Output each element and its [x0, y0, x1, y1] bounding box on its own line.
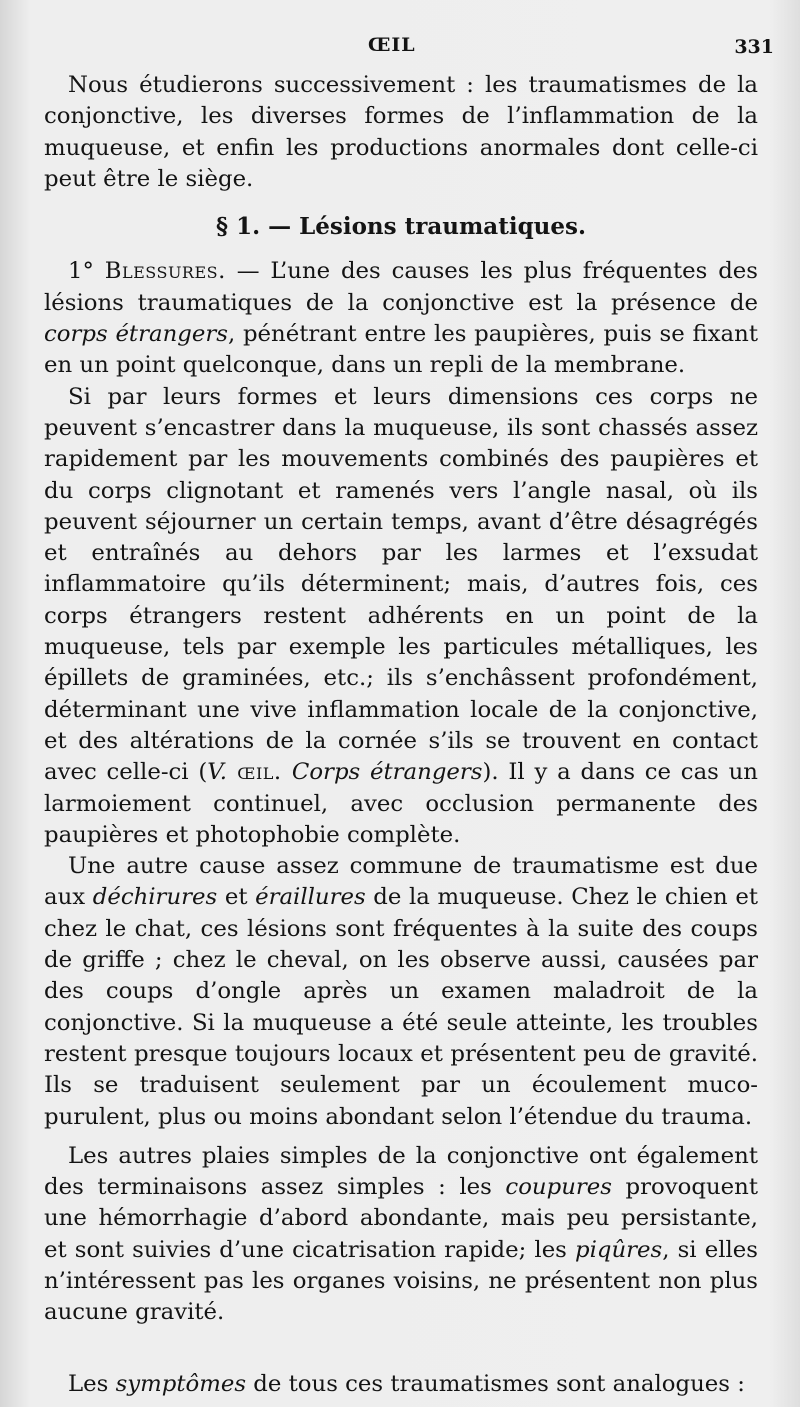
para3-text-1: Une autre cause assez commune de traumatisme est due aux	[44, 853, 758, 911]
para5-text-1: Les	[68, 1370, 116, 1397]
para2-ref-corps: Corps étrangers	[291, 759, 483, 786]
para2-ref-oeil: œil.	[226, 759, 292, 786]
para4-italic-1: coupures	[505, 1174, 612, 1201]
blessures-paragraph	[44, 256, 758, 381]
para4-italic-2: piqûres	[575, 1236, 663, 1263]
para3-italic-2: éraillures	[255, 884, 366, 911]
para5-italic-1: symptômes	[115, 1370, 247, 1397]
para3-italic-1: déchirures	[92, 884, 218, 911]
para2-ref-v: V.	[207, 759, 227, 786]
para3-text-2: et	[217, 884, 256, 911]
paragraph-2	[44, 382, 758, 851]
intro-paragraph: Nous étudierons successivement : les traumatismes de la conjonctive, les diverses formes de l’inflammation de la muqueuse, et enfin les productions anormales dont celle-ci peut être le siège.	[44, 72, 758, 192]
running-head: ŒIL	[368, 34, 416, 56]
page-header	[0, 30, 800, 60]
item-number: 1°	[68, 258, 94, 285]
para4-text-3: , si elles n’intéressent pas les organes voisins, ne présentent non plus aucune gravité.	[44, 1236, 758, 1326]
para2-text-1: Si par leurs formes et leurs dimensions ces corps ne peuvent s’encastrer dans la muqueuse, ils sont chassés assez rapidement par les mouvements combinés des paupières et du corps clignotant et ramenés vers l’angle nasal, où ils peuvent séjourner un certain temps, avant d’être désagrégés et entraînés au dehors par les larmes et l’exsudat inflammatoire qu’ils déterminent; mais, d’autres fois, ces corps étrangers restent adhérents en un point de la muqueuse, tels par exemple les particules métalliques, les épillets de graminées, etc.; ils s’enchâssent profondément, déterminant une vive inflammation locale de la conjonctive, et des altérations de la cornée s’ils se trouvent en contact avec celle-ci (	[44, 383, 758, 786]
blessures-text-2: , pénétrant entre les paupières, puis se fixant en un point quelconque, dans un repli de la membrane.	[44, 321, 758, 379]
paragraph-5	[44, 1369, 758, 1400]
blessures-text-1: — L’une des causes les plus fréquentes des lésions traumatiques de la conjonctive est la présence de	[44, 258, 758, 316]
body-text	[44, 70, 758, 1400]
blessures-heading: Blessures.	[104, 258, 226, 285]
section-title: § 1. — Lésions traumatiques.	[216, 213, 586, 241]
para2-text-2: ). Il y a dans ce cas un larmoiement continuel, avec occlusion permanente des paupières et photophobie complète.	[44, 759, 758, 848]
para3-text-3: de la muqueuse. Chez le chien et chez le chat, ces lésions sont fréquentes à la suite des coups de griffe ; chez le cheval, on les observe aussi, causées par des coups d’ongle après un examen maladroit de la conjonctive. Si la muqueuse a été seule atteinte, les troubles restent presque toujours locaux et présentent peu de gravité. Ils se traduisent seulement par un écoulement muco-purulent, plus ou moins abondant selon l’étendue du trauma.	[44, 884, 758, 1130]
para4-text-1: Les autres plaies simples de la conjonctive ont également des terminaisons assez simples : les	[44, 1142, 758, 1201]
page-number: 331	[734, 36, 774, 58]
blessures-italic-1: corps étrangers	[44, 321, 228, 348]
paragraph-3	[44, 851, 758, 1133]
paragraph-4	[44, 1141, 758, 1329]
para5-text-2: de tous ces traumatismes sont analogues :	[246, 1370, 745, 1397]
para4-text-2: provoquent une hémorrhagie d’abord abondante, mais peu persistante, et sont suivies d’une cicatrisation rapide; les	[44, 1174, 758, 1263]
